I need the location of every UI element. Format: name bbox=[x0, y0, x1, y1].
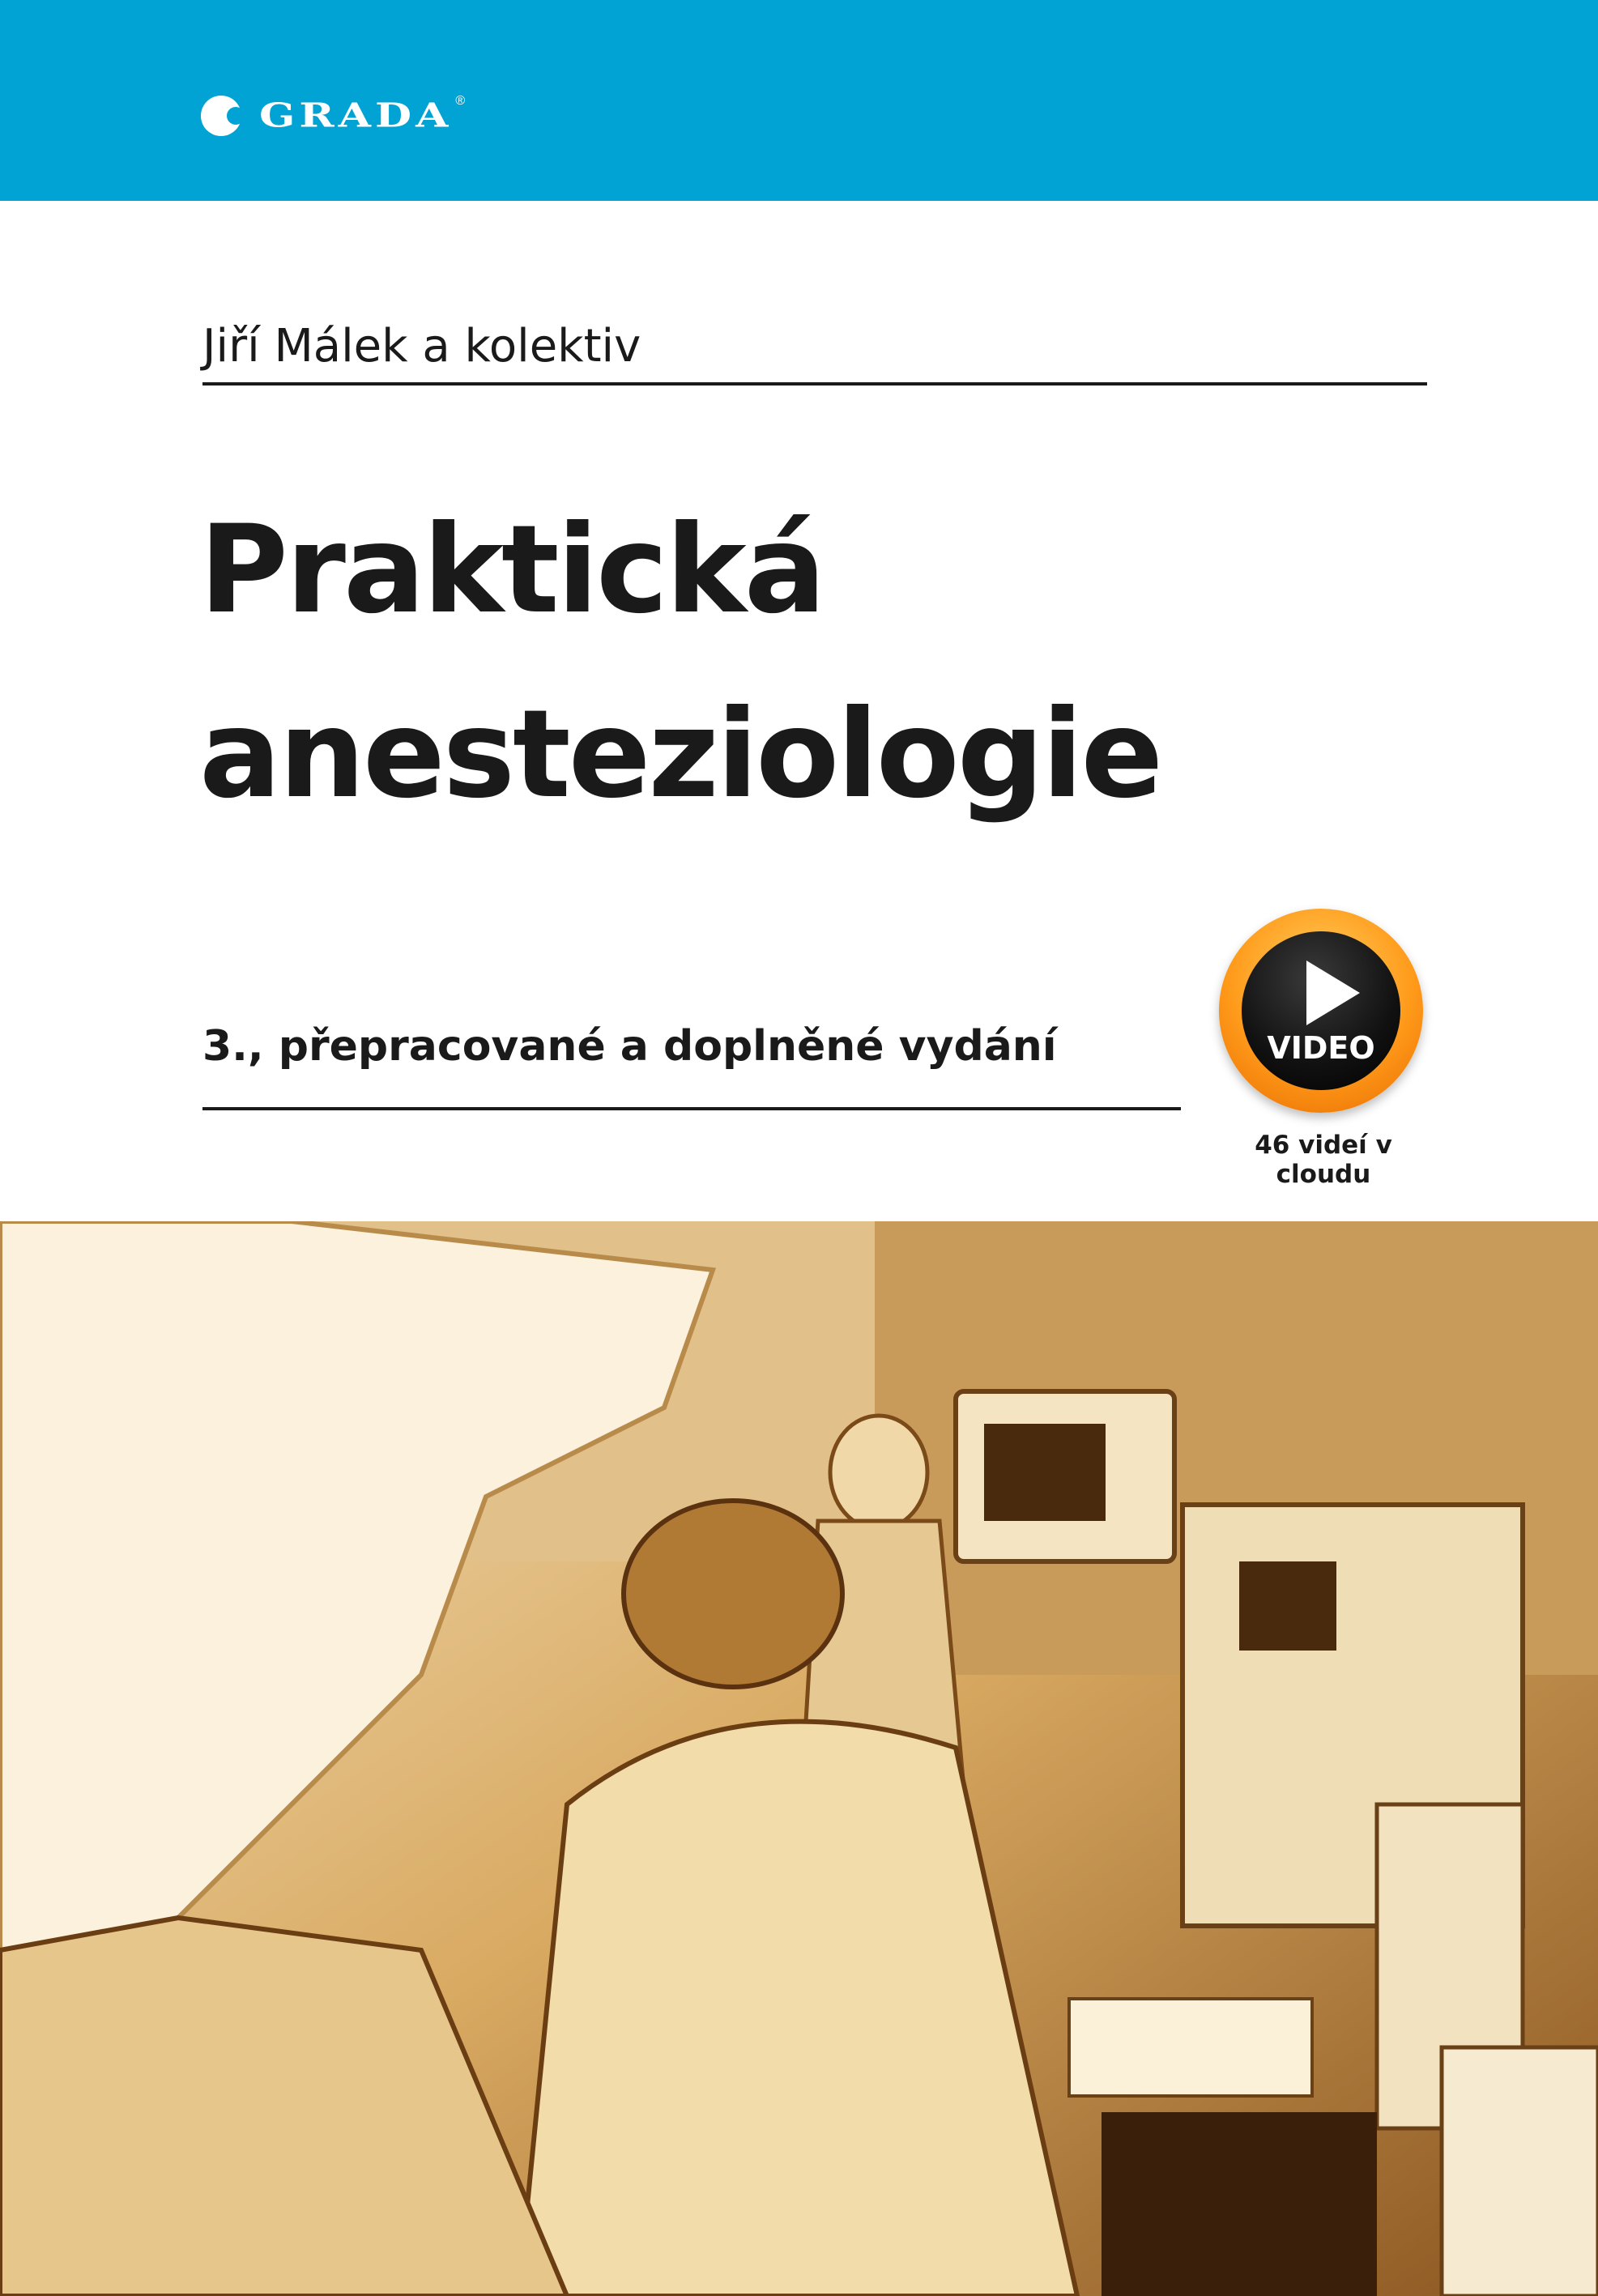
registered-mark-icon: ® bbox=[455, 94, 466, 108]
operating-room-illustration bbox=[0, 1221, 1598, 2296]
author-line: Jiří Málek a kolektiv bbox=[202, 320, 641, 373]
edition-note: 3., přepracované a doplněné vydání bbox=[202, 1022, 1057, 1071]
edition-divider bbox=[202, 1107, 1181, 1110]
video-badge-inner bbox=[1242, 931, 1400, 1090]
publisher-header-bar bbox=[0, 0, 1598, 201]
book-title-line-2: anesteziologie bbox=[199, 684, 1161, 825]
cover-illustration bbox=[0, 1221, 1598, 2296]
publisher-logo bbox=[201, 87, 465, 144]
record-sheet bbox=[1069, 1999, 1312, 2096]
play-icon bbox=[1306, 961, 1360, 1025]
book-title-line-1: Praktická bbox=[199, 500, 824, 641]
monitor-screen bbox=[984, 1424, 1106, 1521]
video-caption: 46 videí v cloudu bbox=[1255, 1131, 1392, 1189]
video-badge bbox=[1219, 909, 1423, 1113]
grada-logo-icon bbox=[201, 96, 241, 136]
assistant-head bbox=[830, 1416, 927, 1529]
floor-shadow bbox=[1102, 2112, 1377, 2296]
video-badge-label: VIDEO bbox=[1267, 1030, 1375, 1066]
machine-display bbox=[1239, 1561, 1336, 1651]
doctor-cap bbox=[624, 1501, 842, 1687]
publisher-logo-text: GRADA bbox=[259, 96, 453, 135]
equipment-cart bbox=[1442, 2047, 1598, 2296]
book-title bbox=[199, 478, 1161, 847]
author-divider bbox=[202, 382, 1427, 386]
